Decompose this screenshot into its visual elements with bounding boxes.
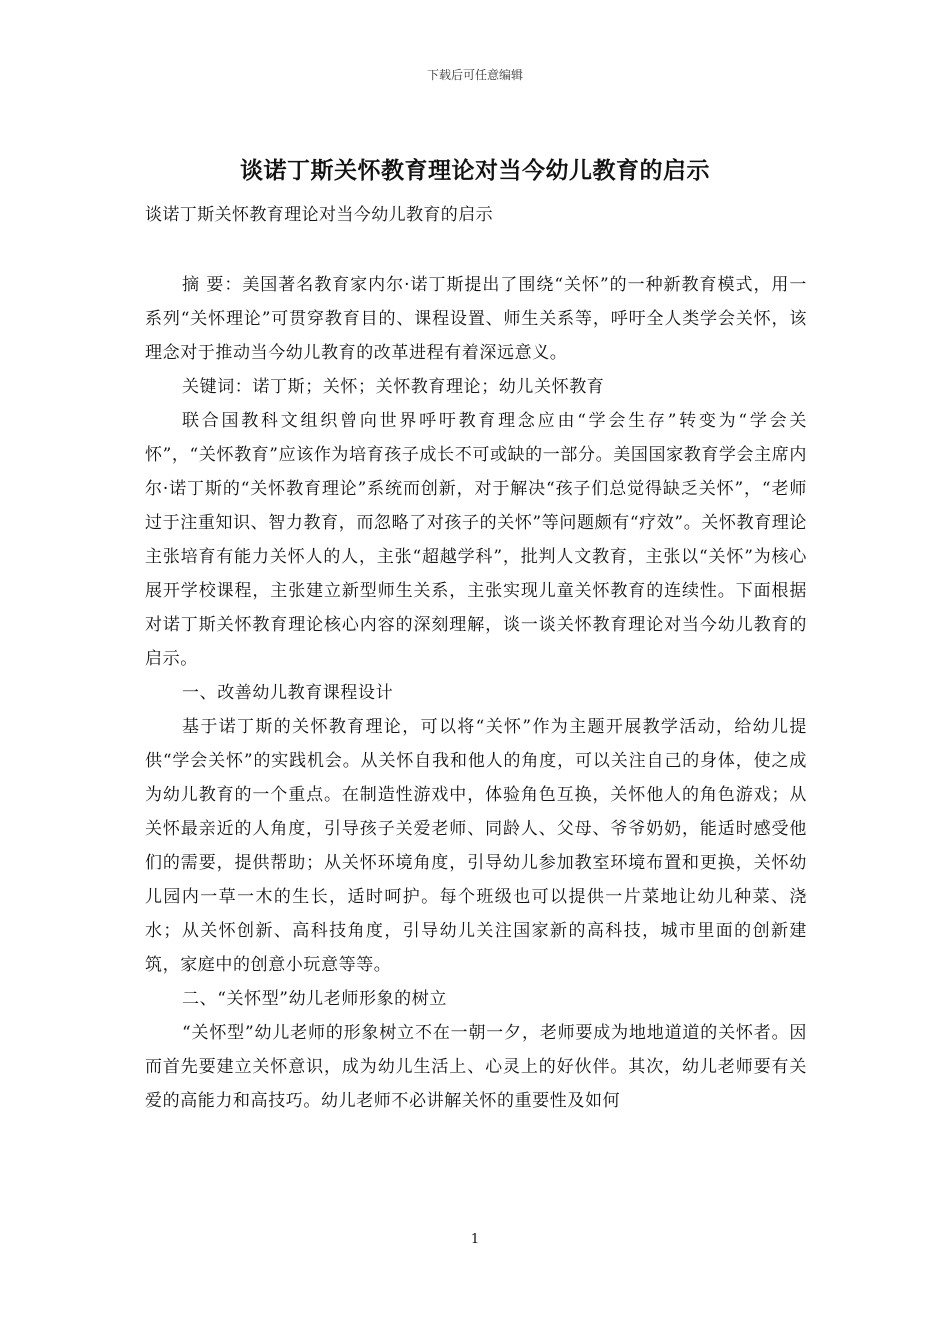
page-number: 1	[470, 1232, 480, 1247]
header-note: 下载后可任意编辑	[426, 68, 523, 82]
abstract-paragraph: 摘 要：美国著名教育家内尔·诺丁斯提出了围绕“关怀”的一种新教育模式，用一系列“关怀理论”可贯穿教育目的、课程设置、师生关系等，呼吁全人类学会关怀，该理念对于推动当今幼儿教育的改革进程有着深远意义。	[145, 275, 807, 363]
keywords-paragraph: 关键词：诺丁斯；关怀；关怀教育理论；幼儿关怀教育	[182, 377, 605, 397]
section-heading-2: 二、“关怀型”幼儿老师形象的树立	[182, 989, 447, 1009]
section-2-paragraph: “关怀型”幼儿老师的形象树立不在一朝一夕，老师要成为地地道道的关怀者。因而首先要建立关怀意识，成为幼儿生活上、心灵上的好伙伴。其次，幼儿老师要有关爱的高能力和高技巧。幼儿老师不必讲解关怀的重要性及如何	[145, 1023, 807, 1111]
body-text	[145, 268, 807, 1118]
section-heading-1: 一、改善幼儿教育课程设计	[182, 683, 394, 703]
document-title: 谈诺丁斯关怀教育理论对当今幼儿教育的启示	[240, 157, 710, 184]
section-1-paragraph: 基于诺丁斯的关怀教育理论，可以将“关怀”作为主题开展教学活动，给幼儿提供“学会关怀”的实践机会。从关怀自我和他人的角度，可以关注自己的身体，使之成为幼儿教育的一个重点。在制造性游戏中，体验角色互换，关怀他人的角色游戏；从关怀最亲近的人角度，引导孩子关爱老师、同龄人、父母、爷爷奶奶，能适时感受他们的需要，提供帮助；从关怀环境角度，引导幼儿参加教室环境布置和更换，关怀幼儿园内一草一木的生长，适时呵护。每个班级也可以提供一片菜地让幼儿种菜、浇水；从关怀创新、高科技角度，引导幼儿关注国家新的高科技，城市里面的创新建筑，家庭中的创意小玩意等等。	[145, 717, 807, 975]
intro-paragraph: 联合国教科文组织曾向世界呼吁教育理念应由“学会生存”转变为“学会关怀”，“关怀教育”应该作为培育孩子成长不可或缺的一部分。美国国家教育学会主席内尔·诺丁斯的“关怀教育理论”系统而创新，对于解决“孩子们总觉得缺乏关怀”，“老师过于注重知识、智力教育，而忽略了对孩子的关怀”等问题颇有“疗效”。关怀教育理论主张培育有能力关怀人的人，主张“超越学科”，批判人文教育，主张以“关怀”为核心展开学校课程，主张建立新型师生关系，主张实现儿童关怀教育的连续性。下面根据对诺丁斯关怀教育理论核心内容的深刻理解，谈一谈关怀教育理论对当今幼儿教育的启示。	[145, 411, 807, 669]
document-subtitle: 谈诺丁斯关怀教育理论对当今幼儿教育的启示	[145, 205, 493, 225]
